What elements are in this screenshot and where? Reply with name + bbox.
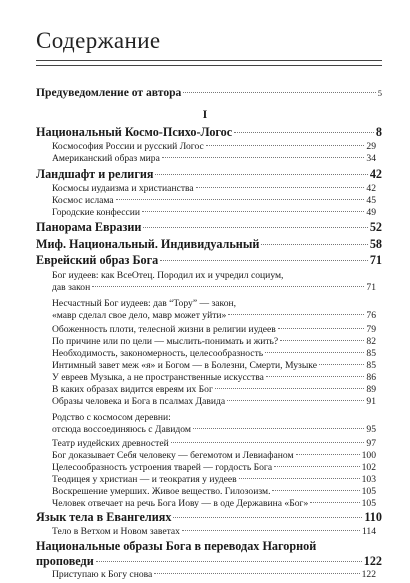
toc-entry-sub [52, 348, 376, 359]
toc-entry-label: Приступаю к Богу снова [52, 569, 153, 580]
toc-entry-label: Городские конфессии [52, 207, 141, 218]
toc-entry-page: 34 [366, 153, 376, 164]
dot-leader [193, 428, 364, 429]
toc-entry-label: Теодицея у христиан — и теократия у иудеев [52, 474, 237, 485]
toc-entry-page: 58 [369, 237, 382, 251]
dot-leader [183, 92, 375, 93]
toc-entry-page: 103 [361, 474, 376, 485]
dot-leader [182, 530, 360, 531]
dot-leader [171, 442, 365, 443]
toc-entry-sub [52, 195, 376, 206]
dot-leader [266, 376, 364, 377]
toc-entry-page: 91 [366, 396, 376, 407]
toc-entry-sub [52, 153, 376, 164]
toc-entry-sub [52, 183, 376, 194]
toc-entry-page: 52 [369, 220, 382, 234]
toc-entry-page: 95 [366, 424, 376, 435]
toc-entry-main [36, 253, 382, 268]
toc-entry-page: 71 [369, 253, 382, 267]
toc-entry-sub [52, 360, 376, 371]
toc-entry-label: Театр иудейских древностей [52, 438, 169, 449]
toc-entry-sub [52, 336, 376, 347]
dot-leader [154, 573, 359, 574]
toc-entry-page: 76 [366, 310, 376, 321]
toc-entry-label-cont: дав закон [52, 282, 91, 293]
toc-entry-page: 86 [366, 372, 376, 383]
toc-entry-page: 100 [361, 450, 376, 461]
toc-entry-page: 105 [361, 498, 376, 509]
toc-entry-label: Еврейский образ Бога [36, 253, 159, 267]
toc-entry-label: Язык тела в Евангелиях [36, 510, 172, 524]
toc-entry-label: Человек отвечает на речь Бога Иову — в оде Державина «Бог» [52, 498, 309, 509]
toc-entry-page: 122 [361, 569, 376, 580]
dot-leader [234, 132, 374, 133]
toc-entry-sub-line1: Бог иудеев: как ВсеОтец. Породил их и учредил социум, [52, 270, 284, 281]
toc-entry-page: 85 [366, 360, 376, 371]
toc-entry-label: Космософия России и русский Логос [52, 141, 204, 152]
dot-leader [173, 517, 362, 518]
dot-leader [155, 174, 367, 175]
toc-entry-main-line1: Национальные образы Бога в переводах Нагорной [36, 539, 317, 553]
dot-leader [296, 454, 360, 455]
toc-entry-sub [52, 372, 376, 383]
dot-leader [310, 502, 359, 503]
toc-entry-main [36, 237, 382, 252]
toc-entry-label: Панорама Евразии [36, 220, 142, 234]
toc-entry-prelude [36, 86, 382, 99]
toc-entry-label: По причине или по цели — мыслить-понимать и жить? [52, 336, 279, 347]
toc-entry-label: Целесообразность устроения тварей — гордость Бога [52, 462, 273, 473]
toc-entry-page: 8 [375, 125, 382, 139]
toc-entry-sub [52, 438, 376, 449]
toc-entry-page: 42 [369, 167, 382, 181]
toc-entry-page: 29 [366, 141, 376, 152]
toc-entry-label: Обоженность плоти, телесной жизни в религии иудеев [52, 324, 276, 335]
toc-entry-page: 82 [366, 336, 376, 347]
toc-entry-sub-line1: Родство с космосом деревни: [52, 412, 171, 423]
toc-entry-label-cont: «мавр сделал свое дело, мавр может уйти» [52, 310, 227, 321]
toc-entry-main [36, 510, 382, 525]
page-title: Содержание [36, 28, 161, 53]
dot-leader [239, 478, 360, 479]
dot-leader [272, 490, 359, 491]
toc-entry-page: 89 [366, 384, 376, 395]
dot-leader [206, 145, 365, 146]
toc-entry-label: Космос ислама [52, 195, 114, 206]
dot-leader [160, 260, 368, 261]
toc-entry-main [36, 220, 382, 235]
toc-entry-page: 71 [366, 282, 376, 293]
section-numeral: I [202, 107, 208, 121]
dot-leader [227, 400, 364, 401]
dot-leader [261, 244, 367, 245]
toc-entry-page: 97 [366, 438, 376, 449]
toc-entry-sub [52, 310, 376, 321]
toc-entry-label: Предуведомление от автора [36, 86, 182, 99]
toc-entry-label: Тело в Ветхом и Новом заветах [52, 526, 180, 537]
dot-leader [228, 314, 364, 315]
dot-leader [280, 340, 364, 341]
toc-entry-page: 122 [363, 554, 382, 568]
toc-entry-sub [52, 384, 376, 395]
dot-leader [215, 388, 365, 389]
toc-entry-page: 114 [361, 526, 376, 537]
toc-entry-label: Космосы иудаизма и христианства [52, 183, 194, 194]
dot-leader [196, 187, 365, 188]
toc-entry-main [36, 125, 382, 140]
toc-entry-label-cont: отсюда воссоединяюсь с Давидом [52, 424, 191, 435]
toc-entry-page: 105 [361, 486, 376, 497]
title-rule-bottom [36, 65, 382, 66]
dot-leader [96, 561, 362, 562]
dot-leader [319, 364, 364, 365]
toc-entry-label: Воскрешение умерших. Живое вещество. Гилозоизм. [52, 486, 271, 497]
toc-entry-label: Национальный Космо-Психо-Логос [36, 125, 233, 139]
toc-entry-label: Миф. Национальный. Индивидуальный [36, 237, 260, 251]
toc-entry-page: 110 [364, 510, 382, 524]
toc-entry-main [36, 167, 382, 182]
toc-entry-page: 102 [361, 462, 376, 473]
toc-entry-label: Необходимость, закономерность, целесообразность [52, 348, 264, 359]
toc-entry-sub [52, 450, 376, 461]
dot-leader [278, 328, 365, 329]
toc-entry-page: 85 [366, 348, 376, 359]
toc-entry-label: У евреев Музыка, а не пространственные искусства [52, 372, 264, 383]
toc-entry-label: Ландшафт и религия [36, 167, 154, 181]
toc-entry-label: Американский образ мира [52, 153, 160, 164]
dot-leader [142, 211, 364, 212]
toc-entry-sub [52, 462, 376, 473]
toc-entry-sub [52, 324, 376, 335]
toc-entry-sub [52, 396, 376, 407]
toc-entry-sub [52, 282, 376, 293]
dot-leader [274, 466, 360, 467]
toc-entry-sub [52, 424, 376, 435]
dot-leader [116, 199, 365, 200]
toc-entry-page: 49 [366, 207, 376, 218]
dot-leader [265, 352, 364, 353]
toc-entry-sub [52, 526, 376, 537]
toc-entry-label-cont: проповеди [36, 554, 94, 568]
toc-entry-page: 79 [366, 324, 376, 335]
toc-entry-label: Интимный завет меж «я» и Богом — в Болезни, Смерти, Музыке [52, 360, 317, 371]
title-rule-top [36, 60, 382, 61]
toc-entry-sub [52, 486, 376, 497]
toc-entry-label: Бог доказывает Себя человеку — бегемотом и Левиафаном [52, 450, 294, 461]
toc-entry-main [36, 554, 382, 569]
toc-entry-sub-line1: Несчастный Бог иудеев: дав “Тору” — закон, [52, 298, 237, 309]
toc-entry-label: Образы человека и Бога в псалмах Давида [52, 396, 226, 407]
toc-entry-page: 42 [366, 183, 376, 194]
toc-entry-label: В каких образах видится евреям их Бог [52, 384, 213, 395]
dot-leader [162, 157, 365, 158]
toc-entry-sub [52, 141, 376, 152]
toc-entry-sub [52, 474, 376, 485]
toc-entry-page: 45 [366, 195, 376, 206]
toc-entry-sub [52, 498, 376, 509]
dot-leader [92, 286, 364, 287]
toc-entry-page: 5 [377, 88, 382, 98]
dot-leader [143, 227, 367, 228]
toc-entry-sub [52, 207, 376, 218]
toc-entry-sub [52, 569, 376, 580]
